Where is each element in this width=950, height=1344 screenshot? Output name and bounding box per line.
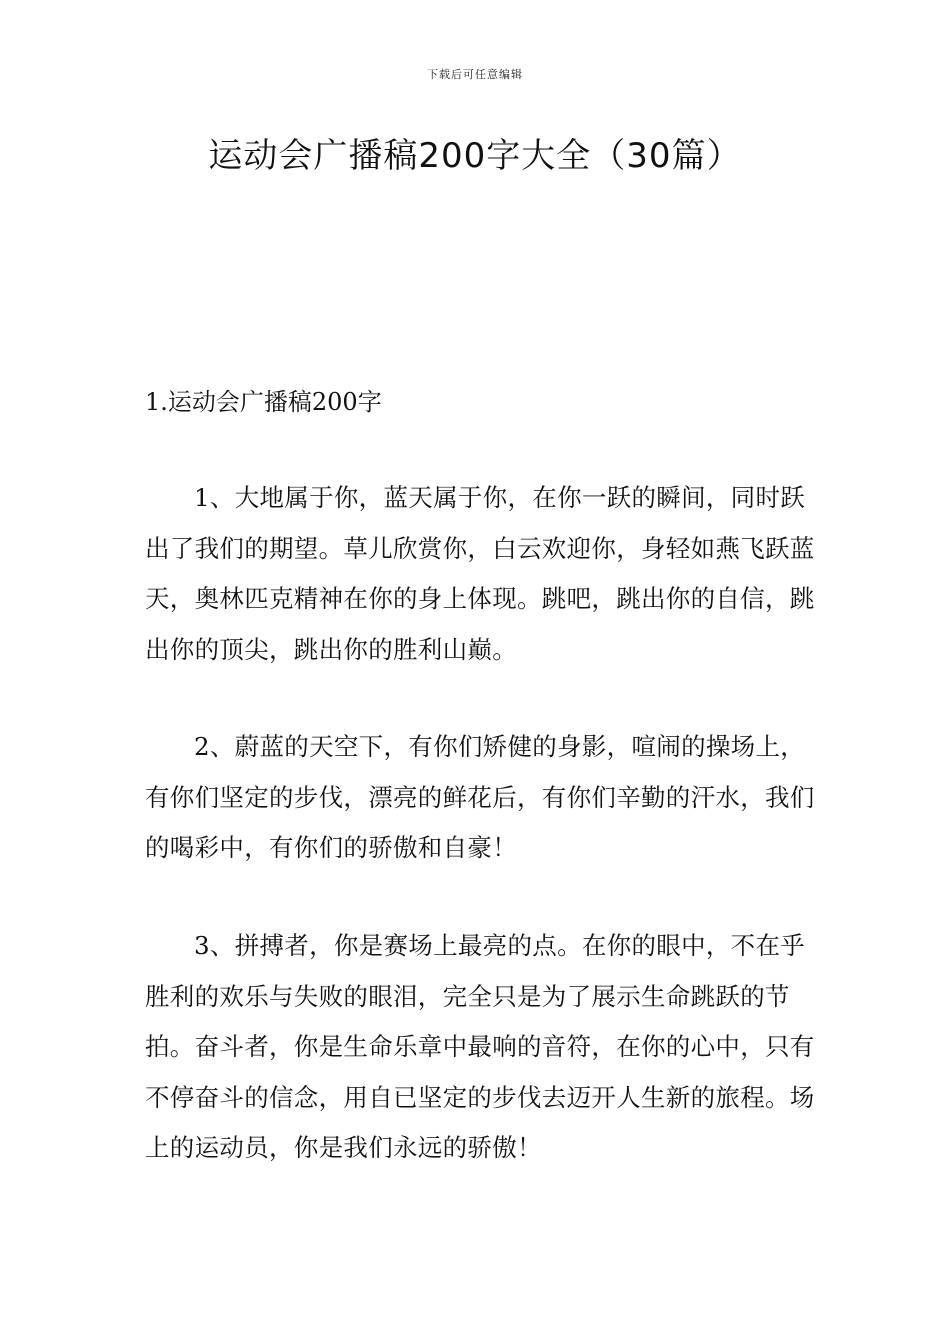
section-heading: 1.运动会广播稿200字: [145, 388, 382, 416]
header-note: 下载后可任意编辑: [427, 68, 523, 81]
paragraph-3: 3、拼搏者，你是赛场上最亮的点。在你的眼中，不在乎胜利的欢乐与失败的眼泪，完全只是为了展示生命跳跃的节拍。奋斗者，你是生命乐章中最响的音符，在你的心中，只有不停奋斗的信念，用自已坚定的步伐去迈开人生新的旅程。场上的运动员，你是我们永远的骄傲！: [145, 931, 815, 1162]
page-title: 运动会广播稿200字大全（30篇）: [208, 136, 742, 176]
paragraph-2: 2、蔚蓝的天空下，有你们矫健的身影，喧闹的操场上，有你们坚定的步伐，漂亮的鲜花后，有你们辛勤的汗水，我们的喝彩中，有你们的骄傲和自豪！: [145, 732, 815, 862]
paragraph-1: 1、大地属于你，蓝天属于你，在你一跃的瞬间，同时跃出了我们的期望。草儿欣赏你，白云欢迎你，身轻如燕飞跃蓝天，奥林匹克精神在你的身上体现。跳吧，跳出你的自信，跳出你的顶尖，跳出你的胜利山巅。: [145, 483, 815, 664]
